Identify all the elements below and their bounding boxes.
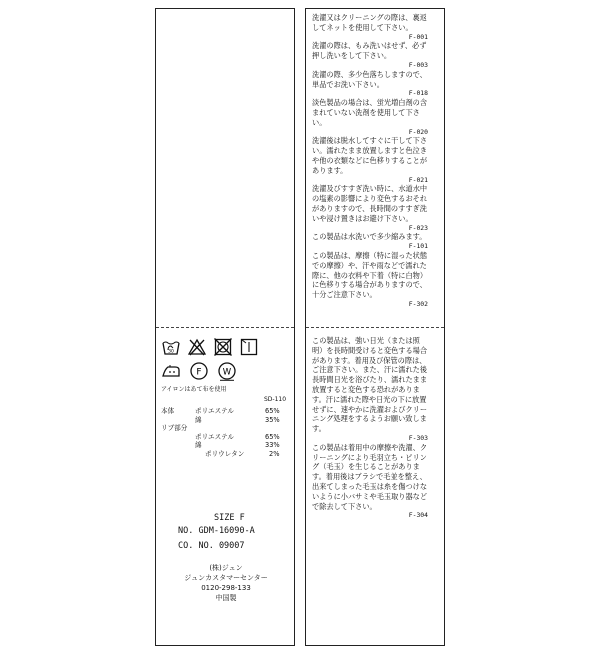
product-number: NO. GDM-16090-A (178, 526, 255, 536)
iron-medium-icon (161, 361, 181, 381)
composition-block (161, 407, 291, 457)
instruction-text: 洗濯の際は、もみ洗いはせず、必ず押し洗いをして下さい。 (312, 41, 427, 61)
phone-number: 0120-298-133 (201, 584, 251, 592)
rib-material-3: ポリウレタン (205, 450, 245, 458)
size-line: SIZE F (214, 513, 245, 523)
instruction-text: この製品は着用中の摩擦や洗濯、クリーニングにより毛羽立ち・ピリング（毛玉）を生じることがあります。着用後はブラシで毛並を整え、出来てしまった毛玉は糸を傷つけないように小バサミや毛玉取り器などで除去して下さい。 (312, 442, 428, 511)
care-symbols-row-1 (161, 337, 259, 357)
instruction-code: F-304 (408, 511, 428, 520)
company-name: (株)ジュン (209, 564, 243, 572)
right-care-label (305, 8, 445, 646)
company-block (166, 563, 286, 603)
rib-pct-3: 2% (269, 450, 280, 458)
instruction-code: F-303 (408, 433, 428, 442)
rib-pct-2: 33% (265, 441, 280, 450)
sd-code: SD-110 (264, 396, 287, 403)
care-instructions-bottom (312, 336, 428, 520)
iron-note: アイロンはあて布を使用 (161, 386, 227, 393)
body-label: 本体 (161, 407, 175, 415)
washtub-hand-wash-icon (161, 337, 181, 357)
instruction-code: F-023 (408, 223, 428, 232)
rib-material-1: ポリエステル (195, 432, 234, 441)
instruction-code: F-021 (408, 175, 428, 184)
instruction-code: F-101 (408, 242, 428, 251)
country-of-origin: 中国製 (215, 594, 237, 602)
body-pct-1: 65% (265, 407, 280, 415)
rib-material-2: 綿 (195, 441, 202, 450)
instruction-text: 洗濯の際、多少色落ちしますので、単品でお洗い下さい。 (312, 69, 427, 89)
rib-label: リブ部分 (161, 424, 188, 433)
line-dry-icon (239, 337, 259, 357)
dry-clean-F-icon (189, 361, 209, 381)
no-bleach-icon (187, 337, 207, 357)
instruction-text: 洗濯後は脱水してすぐに干して下さい。濡れたまま放置しますと色泣きや他の衣類などに色移りすることがあります。 (312, 136, 428, 175)
svg-text:W: W (222, 367, 232, 378)
body-material-2: 綿 (195, 415, 202, 424)
instruction-code: F-018 (408, 89, 428, 98)
instruction-text: この製品は、摩擦（特に湿った状態での摩擦）や、汗や雨などで濡れた際に、他の衣料や下着（特に白物）に色移りする場合がありますので、十分ご注意下さい。 (312, 250, 428, 300)
wet-clean-W-icon (217, 361, 237, 381)
rib-pct-1: 65% (265, 432, 280, 441)
instruction-text: 洗濯及びすすぎ洗い時に、水道水中の塩素の影響により変色するおそれがありますので、長時間のすすぎ洗いや浸け置きはお避け下さい。 (312, 184, 428, 223)
care-symbols-row-2 (161, 361, 237, 381)
instruction-code: F-003 (408, 60, 428, 69)
body-pct-2: 35% (265, 415, 280, 424)
instruction-text: この製品は水洗いで多少縮みます。 (312, 232, 427, 242)
instruction-code: F-020 (408, 127, 428, 136)
customer-center: ジュンカスタマーセンター (184, 574, 268, 582)
care-instructions-top (312, 13, 428, 309)
body-material-1: ポリエステル (195, 407, 234, 415)
instruction-code: F-001 (408, 32, 428, 41)
instruction-text: この製品は、強い日光（または照明）を長時間受けると変色する場合があります。着用及び保管の際は、ご注意下さい。また、汗に濡れた後長時間日光を浴びたり、濡れたまま放置すると変色する恐れがあります。汗に濡れた際や日光の下に放置せずに、速やかに洗濯およびクリーニング処理をするようお願い致します。 (312, 336, 428, 434)
co-number: CO. NO. 09007 (178, 541, 245, 551)
svg-text:30: 30 (168, 349, 174, 355)
svg-text:F: F (196, 367, 202, 378)
instruction-text: 淡色製品の場合は、蛍光増白剤の含まれていない洗剤を使用して下さい。 (312, 98, 428, 127)
no-tumble-dry-icon (213, 337, 233, 357)
instruction-text: 洗濯又はクリーニングの際は、裏返してネットを使用して下さい。 (312, 13, 427, 32)
fold-line (306, 327, 444, 328)
instruction-code: F-302 (408, 299, 428, 308)
fold-line (156, 327, 294, 328)
left-care-label (155, 8, 295, 646)
